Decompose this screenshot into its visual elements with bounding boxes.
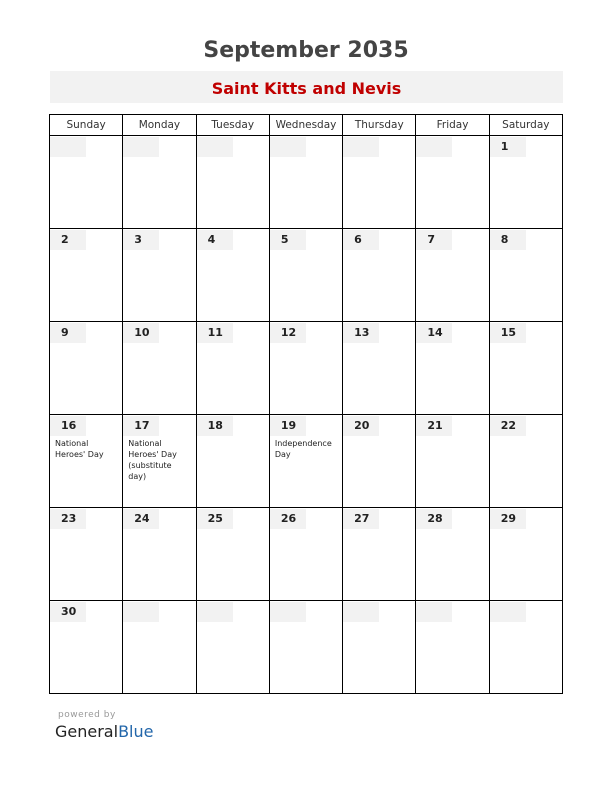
day-number: 22 — [490, 416, 526, 436]
day-cell — [416, 229, 489, 322]
weekday-wednesday: Wednesday — [269, 115, 342, 136]
day-cell — [489, 229, 562, 322]
day-cell — [50, 508, 123, 601]
day-cell — [50, 601, 123, 694]
day-cell — [123, 322, 196, 415]
day-number: 6 — [343, 230, 379, 250]
day-cell — [269, 322, 342, 415]
day-cell — [269, 601, 342, 694]
calendar-title: September 2035 — [203, 38, 409, 63]
day-number: 30 — [50, 602, 86, 622]
week-row — [50, 322, 563, 415]
day-cell — [196, 415, 269, 508]
day-cell — [50, 136, 123, 229]
day-cell — [196, 601, 269, 694]
weekday-saturday: Saturday — [489, 115, 562, 136]
day-cell — [343, 601, 416, 694]
day-number: 1 — [490, 137, 526, 157]
day-cell — [50, 322, 123, 415]
day-number: 2 — [50, 230, 86, 250]
day-cell — [416, 322, 489, 415]
day-number: 29 — [490, 509, 526, 529]
empty-day-marker — [270, 602, 306, 622]
empty-day-marker — [343, 602, 379, 622]
day-cell — [343, 508, 416, 601]
day-cell — [489, 415, 562, 508]
day-number: 3 — [123, 230, 159, 250]
day-number: 7 — [416, 230, 452, 250]
country-name: Saint Kitts and Nevis — [211, 79, 402, 98]
brand-logo[interactable] — [55, 722, 153, 741]
weekday-friday: Friday — [416, 115, 489, 136]
calendar-grid — [49, 114, 563, 694]
day-number: 20 — [343, 416, 379, 436]
day-cell — [196, 322, 269, 415]
empty-day-marker — [123, 602, 159, 622]
day-number: 28 — [416, 509, 452, 529]
day-cell — [489, 322, 562, 415]
day-cell — [123, 601, 196, 694]
calendar-body — [50, 136, 563, 694]
holiday-label: National Heroes' Day — [55, 439, 104, 459]
day-number: 9 — [50, 323, 86, 343]
day-number: 16 — [50, 416, 86, 436]
day-number: 25 — [197, 509, 233, 529]
empty-day-marker — [50, 137, 86, 157]
day-cell — [343, 136, 416, 229]
day-number: 5 — [270, 230, 306, 250]
empty-day-marker — [123, 137, 159, 157]
day-number: 24 — [123, 509, 159, 529]
week-row — [50, 229, 563, 322]
holiday-label: National Heroes' Day (substitute day) — [128, 439, 177, 481]
holiday-label: Independence Day — [274, 439, 332, 459]
day-number: 10 — [123, 323, 159, 343]
day-cell — [269, 415, 342, 508]
day-cell — [269, 229, 342, 322]
day-cell — [123, 508, 196, 601]
powered-by-text: powered by — [58, 710, 116, 720]
day-cell — [196, 229, 269, 322]
day-cell — [196, 136, 269, 229]
day-number: 15 — [490, 323, 526, 343]
day-number: 23 — [50, 509, 86, 529]
weekday-monday: Monday — [123, 115, 196, 136]
empty-day-marker — [416, 137, 452, 157]
day-cell — [269, 136, 342, 229]
day-cell — [416, 415, 489, 508]
day-cell — [416, 136, 489, 229]
day-cell — [489, 601, 562, 694]
day-cell — [123, 415, 196, 508]
day-cell — [343, 415, 416, 508]
weekday-sunday: Sunday — [50, 115, 123, 136]
brand-general: General — [55, 722, 119, 741]
day-cell — [123, 229, 196, 322]
empty-day-marker — [416, 602, 452, 622]
empty-day-marker — [270, 137, 306, 157]
day-cell — [416, 508, 489, 601]
day-number: 12 — [270, 323, 306, 343]
weekday-tuesday: Tuesday — [196, 115, 269, 136]
day-number: 21 — [416, 416, 452, 436]
country-banner — [50, 71, 563, 103]
day-number: 4 — [197, 230, 233, 250]
week-row — [50, 136, 563, 229]
empty-day-marker — [490, 602, 526, 622]
empty-day-marker — [197, 602, 233, 622]
day-number: 8 — [490, 230, 526, 250]
day-cell — [343, 229, 416, 322]
weekday-thursday: Thursday — [343, 115, 416, 136]
week-row — [50, 415, 563, 508]
empty-day-marker — [343, 137, 379, 157]
day-number: 13 — [343, 323, 379, 343]
day-cell — [196, 508, 269, 601]
day-cell — [416, 601, 489, 694]
day-cell — [489, 136, 562, 229]
week-row — [50, 601, 563, 694]
empty-day-marker — [197, 137, 233, 157]
day-number: 26 — [270, 509, 306, 529]
day-cell — [50, 229, 123, 322]
day-number: 19 — [270, 416, 306, 436]
day-cell — [489, 508, 562, 601]
day-cell — [50, 415, 123, 508]
day-number: 11 — [197, 323, 233, 343]
day-cell — [343, 322, 416, 415]
day-number: 14 — [416, 323, 452, 343]
brand-blue: Blue — [118, 722, 154, 741]
day-number: 18 — [197, 416, 233, 436]
week-row — [50, 508, 563, 601]
day-number: 27 — [343, 509, 379, 529]
day-number: 17 — [123, 416, 159, 436]
weekday-header-row — [50, 115, 563, 136]
day-cell — [123, 136, 196, 229]
day-cell — [269, 508, 342, 601]
